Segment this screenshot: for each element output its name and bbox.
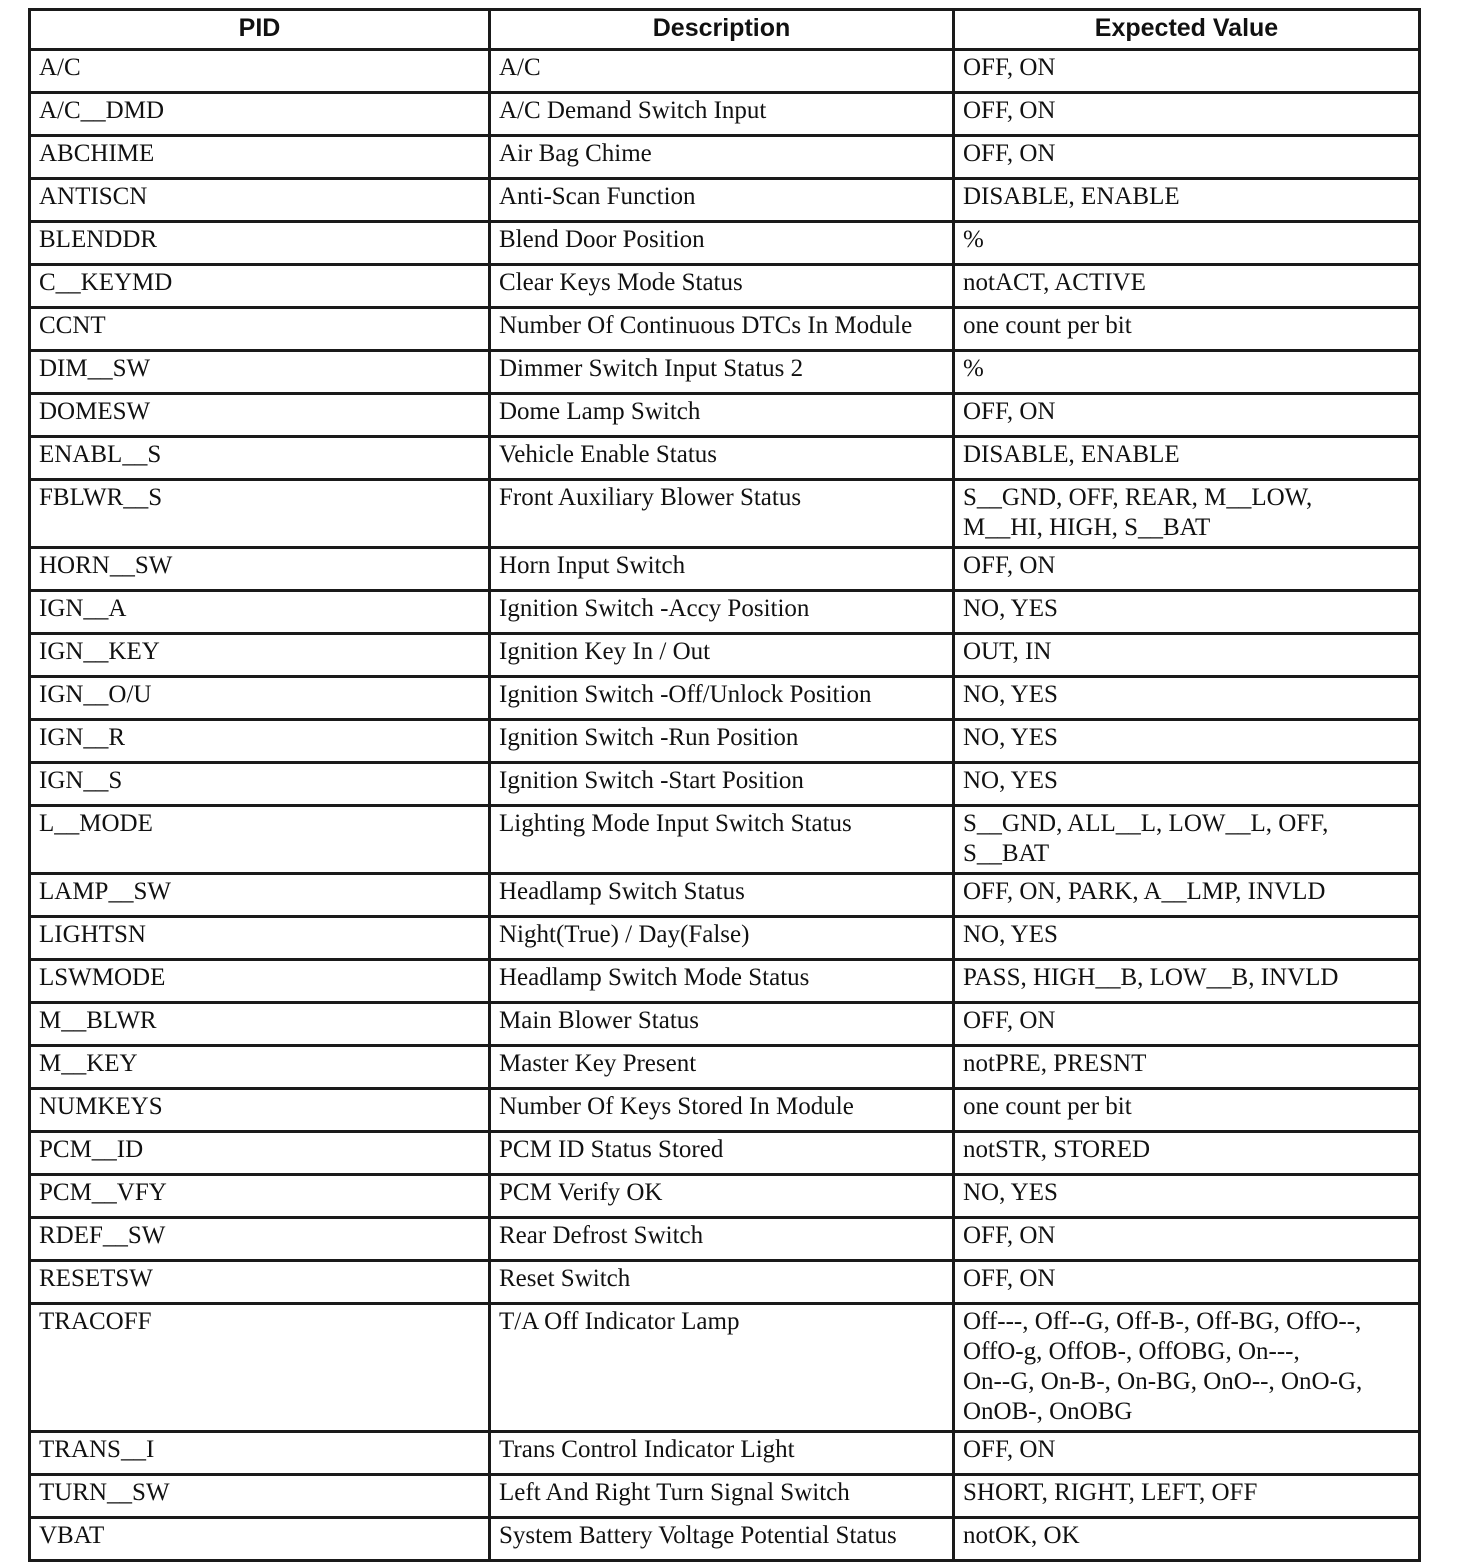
cell-expected: NO, YES xyxy=(954,1175,1420,1218)
header-pid: PID xyxy=(30,10,490,50)
pid-table xyxy=(28,8,1421,1562)
cell-expected: % xyxy=(954,222,1420,265)
cell-expected: NO, YES xyxy=(954,917,1420,960)
header-description: Description xyxy=(490,10,954,50)
cell-expected: Off---, Off--G, Off-B-, Off-BG, OffO--, OffO-g, OffOB-, OffOBG, On---, On--G, On-B-, On-BG, OnO--, OnO-G, OnOB-, OnOBG xyxy=(954,1304,1420,1432)
cell-pid: LSWMODE xyxy=(30,960,490,1003)
table-row xyxy=(30,960,1420,1003)
cell-pid: IGN__R xyxy=(30,720,490,763)
cell-pid: L__MODE xyxy=(30,806,490,874)
cell-description: PCM Verify OK xyxy=(490,1175,954,1218)
cell-expected: OFF, ON xyxy=(954,136,1420,179)
cell-description: A/C xyxy=(490,50,954,93)
table-row xyxy=(30,1046,1420,1089)
cell-description: Ignition Switch -Run Position xyxy=(490,720,954,763)
cell-expected: notPRE, PRESNT xyxy=(954,1046,1420,1089)
cell-pid: NUMKEYS xyxy=(30,1089,490,1132)
cell-pid: FBLWR__S xyxy=(30,480,490,548)
table-row xyxy=(30,1175,1420,1218)
cell-expected: S__GND, ALL__L, LOW__L, OFF, S__BAT xyxy=(954,806,1420,874)
cell-pid: ABCHIME xyxy=(30,136,490,179)
cell-pid: RDEF__SW xyxy=(30,1218,490,1261)
cell-expected: one count per bit xyxy=(954,308,1420,351)
cell-expected: notSTR, STORED xyxy=(954,1132,1420,1175)
table-row xyxy=(30,591,1420,634)
cell-pid: RESETSW xyxy=(30,1261,490,1304)
cell-description: Dimmer Switch Input Status 2 xyxy=(490,351,954,394)
table-row xyxy=(30,50,1420,93)
cell-pid: M__KEY xyxy=(30,1046,490,1089)
cell-pid: PCM__VFY xyxy=(30,1175,490,1218)
table-row xyxy=(30,1518,1420,1561)
cell-pid: PCM__ID xyxy=(30,1132,490,1175)
cell-description: Lighting Mode Input Switch Status xyxy=(490,806,954,874)
cell-expected: NO, YES xyxy=(954,720,1420,763)
cell-description: Trans Control Indicator Light xyxy=(490,1432,954,1475)
cell-expected: OFF, ON xyxy=(954,1003,1420,1046)
table-row xyxy=(30,548,1420,591)
table-header-row xyxy=(30,10,1420,50)
table-row xyxy=(30,1132,1420,1175)
cell-pid: IGN__O/U xyxy=(30,677,490,720)
cell-expected: SHORT, RIGHT, LEFT, OFF xyxy=(954,1475,1420,1518)
table-row xyxy=(30,763,1420,806)
table-row xyxy=(30,1089,1420,1132)
cell-pid: BLENDDR xyxy=(30,222,490,265)
cell-description: PCM ID Status Stored xyxy=(490,1132,954,1175)
cell-expected: OFF, ON xyxy=(954,93,1420,136)
table-row xyxy=(30,720,1420,763)
table-row xyxy=(30,634,1420,677)
cell-expected: PASS, HIGH__B, LOW__B, INVLD xyxy=(954,960,1420,1003)
table-body xyxy=(30,50,1420,1561)
cell-description: Number Of Keys Stored In Module xyxy=(490,1089,954,1132)
cell-description: Left And Right Turn Signal Switch xyxy=(490,1475,954,1518)
cell-pid: ENABL__S xyxy=(30,437,490,480)
table-row xyxy=(30,1304,1420,1432)
table-row xyxy=(30,179,1420,222)
cell-expected: S__GND, OFF, REAR, M__LOW, M__HI, HIGH, S__BAT xyxy=(954,480,1420,548)
table-row xyxy=(30,1432,1420,1475)
cell-expected: OFF, ON xyxy=(954,394,1420,437)
cell-pid: CCNT xyxy=(30,308,490,351)
cell-description: Clear Keys Mode Status xyxy=(490,265,954,308)
cell-expected: DISABLE, ENABLE xyxy=(954,437,1420,480)
table-row xyxy=(30,394,1420,437)
table-row xyxy=(30,1003,1420,1046)
cell-pid: IGN__A xyxy=(30,591,490,634)
table-row xyxy=(30,351,1420,394)
cell-pid: IGN__KEY xyxy=(30,634,490,677)
cell-description: Anti-Scan Function xyxy=(490,179,954,222)
cell-expected: OFF, ON xyxy=(954,50,1420,93)
cell-pid: TRANS__I xyxy=(30,1432,490,1475)
cell-description: Ignition Switch -Accy Position xyxy=(490,591,954,634)
cell-expected: OFF, ON xyxy=(954,1218,1420,1261)
cell-description: Air Bag Chime xyxy=(490,136,954,179)
table-row xyxy=(30,1475,1420,1518)
cell-expected: one count per bit xyxy=(954,1089,1420,1132)
table-row xyxy=(30,136,1420,179)
cell-pid: M__BLWR xyxy=(30,1003,490,1046)
cell-expected: notOK, OK xyxy=(954,1518,1420,1561)
cell-description: Front Auxiliary Blower Status xyxy=(490,480,954,548)
table-row xyxy=(30,874,1420,917)
cell-pid: A/C xyxy=(30,50,490,93)
cell-expected: OFF, ON xyxy=(954,1432,1420,1475)
cell-expected: DISABLE, ENABLE xyxy=(954,179,1420,222)
cell-description: Ignition Switch -Off/Unlock Position xyxy=(490,677,954,720)
cell-expected: OFF, ON xyxy=(954,548,1420,591)
cell-expected: notACT, ACTIVE xyxy=(954,265,1420,308)
table-row xyxy=(30,1261,1420,1304)
cell-expected: % xyxy=(954,351,1420,394)
cell-expected: NO, YES xyxy=(954,677,1420,720)
cell-description: Number Of Continuous DTCs In Module xyxy=(490,308,954,351)
cell-description: Headlamp Switch Mode Status xyxy=(490,960,954,1003)
cell-pid: IGN__S xyxy=(30,763,490,806)
cell-pid: ANTISCN xyxy=(30,179,490,222)
cell-description: Headlamp Switch Status xyxy=(490,874,954,917)
table-row xyxy=(30,308,1420,351)
cell-expected: NO, YES xyxy=(954,591,1420,634)
cell-pid: DOMESW xyxy=(30,394,490,437)
table-row xyxy=(30,806,1420,874)
table-row xyxy=(30,437,1420,480)
table-row xyxy=(30,1218,1420,1261)
cell-pid: TURN__SW xyxy=(30,1475,490,1518)
cell-pid: TRACOFF xyxy=(30,1304,490,1432)
cell-description: System Battery Voltage Potential Status xyxy=(490,1518,954,1561)
cell-description: Rear Defrost Switch xyxy=(490,1218,954,1261)
table-row xyxy=(30,677,1420,720)
cell-pid: LIGHTSN xyxy=(30,917,490,960)
table-row xyxy=(30,265,1420,308)
cell-description: Ignition Switch -Start Position xyxy=(490,763,954,806)
cell-description: Vehicle Enable Status xyxy=(490,437,954,480)
cell-description: Horn Input Switch xyxy=(490,548,954,591)
cell-pid: VBAT xyxy=(30,1518,490,1561)
cell-description: Master Key Present xyxy=(490,1046,954,1089)
cell-description: T/A Off Indicator Lamp xyxy=(490,1304,954,1432)
cell-pid: C__KEYMD xyxy=(30,265,490,308)
table-row xyxy=(30,93,1420,136)
table-row xyxy=(30,222,1420,265)
cell-pid: LAMP__SW xyxy=(30,874,490,917)
cell-pid: DIM__SW xyxy=(30,351,490,394)
cell-description: Dome Lamp Switch xyxy=(490,394,954,437)
header-expected-value: Expected Value xyxy=(954,10,1420,50)
cell-pid: HORN__SW xyxy=(30,548,490,591)
cell-description: Reset Switch xyxy=(490,1261,954,1304)
cell-description: A/C Demand Switch Input xyxy=(490,93,954,136)
cell-description: Blend Door Position xyxy=(490,222,954,265)
table-row xyxy=(30,917,1420,960)
cell-expected: OFF, ON, PARK, A__LMP, INVLD xyxy=(954,874,1420,917)
cell-expected: OUT, IN xyxy=(954,634,1420,677)
cell-pid: A/C__DMD xyxy=(30,93,490,136)
cell-expected: NO, YES xyxy=(954,763,1420,806)
cell-expected: OFF, ON xyxy=(954,1261,1420,1304)
cell-description: Main Blower Status xyxy=(490,1003,954,1046)
cell-description: Ignition Key In / Out xyxy=(490,634,954,677)
cell-description: Night(True) / Day(False) xyxy=(490,917,954,960)
table-row xyxy=(30,480,1420,548)
